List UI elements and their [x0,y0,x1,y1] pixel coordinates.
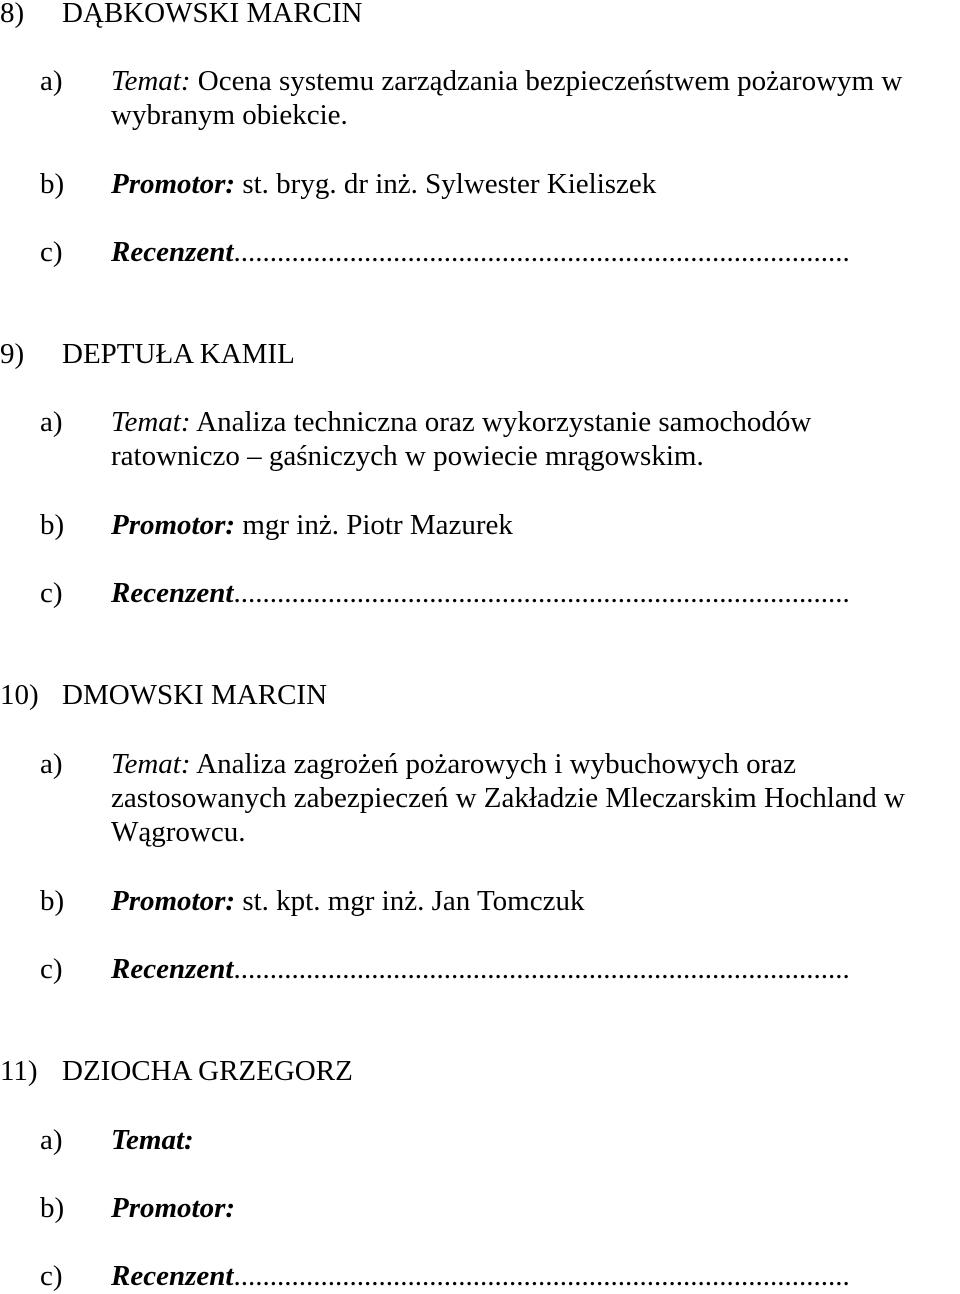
promotor-label: Promotor: [111,885,236,917]
temat-value: Ocena systemu zarządzania bezpieczeństwem pożarowym w [197,65,903,97]
temat-label: Temat: [111,65,191,97]
promotor-label: Promotor: [111,168,236,200]
student-name: DĄBKOWSKI MARCIN [62,0,363,29]
item-letter: b) [40,168,65,200]
item-letter: b) [40,885,65,917]
student-name: DZIOCHA GRZEGORZ [62,1055,353,1087]
recenzent-dots: ..................................................................................... [233,953,850,985]
entry-number: 8) [0,0,25,29]
item-letter: c) [40,236,63,268]
promotor-value: mgr inż. Piotr Mazurek [242,509,513,541]
promotor-value: st. kpt. mgr inż. Jan Tomczuk [242,885,585,917]
item-letter: a) [40,65,63,97]
recenzent-dots: ..................................................................................... [233,236,850,268]
entry-number: 10) [0,679,39,711]
item-letter: a) [40,748,63,780]
recenzent-label: Recenzent [111,577,234,609]
temat-label: Temat: [111,1124,194,1156]
item-letter: c) [40,1260,63,1292]
temat-value-cont: wybranym obiekcie. [111,99,348,131]
student-name: DEPTUŁA KAMIL [62,338,295,370]
promotor-label: Promotor: [111,1192,236,1224]
temat-value-cont: zastosowanych zabezpieczeń w Zakładzie Mleczarskim Hochland w [111,782,905,814]
temat-value: Analiza zagrożeń pożarowych i wybuchowych oraz [196,748,797,780]
item-letter: a) [40,1124,63,1156]
entry-number: 9) [0,338,25,370]
item-letter: b) [40,509,65,541]
promotor-value: st. bryg. dr inż. Sylwester Kieliszek [242,168,657,200]
item-letter: c) [40,577,63,609]
recenzent-dots: ..................................................................................... [233,1260,850,1292]
promotor-label: Promotor: [111,509,236,541]
temat-value-cont: ratowniczo – gaśniczych w powiecie mrągowskim. [111,440,704,472]
student-name: DMOWSKI MARCIN [62,679,328,711]
recenzent-label: Recenzent [111,236,234,268]
recenzent-dots: ..................................................................................... [233,577,850,609]
item-letter: c) [40,953,63,985]
temat-value: Analiza techniczna oraz wykorzystanie samochodów [196,406,812,438]
entry-number: 11) [0,1055,38,1087]
temat-label: Temat: [111,406,191,438]
recenzent-label: Recenzent [111,953,234,985]
item-letter: a) [40,406,63,438]
recenzent-label: Recenzent [111,1260,234,1292]
temat-label: Temat: [111,748,191,780]
item-letter: b) [40,1192,65,1224]
temat-value-cont: Wągrowcu. [111,816,246,848]
